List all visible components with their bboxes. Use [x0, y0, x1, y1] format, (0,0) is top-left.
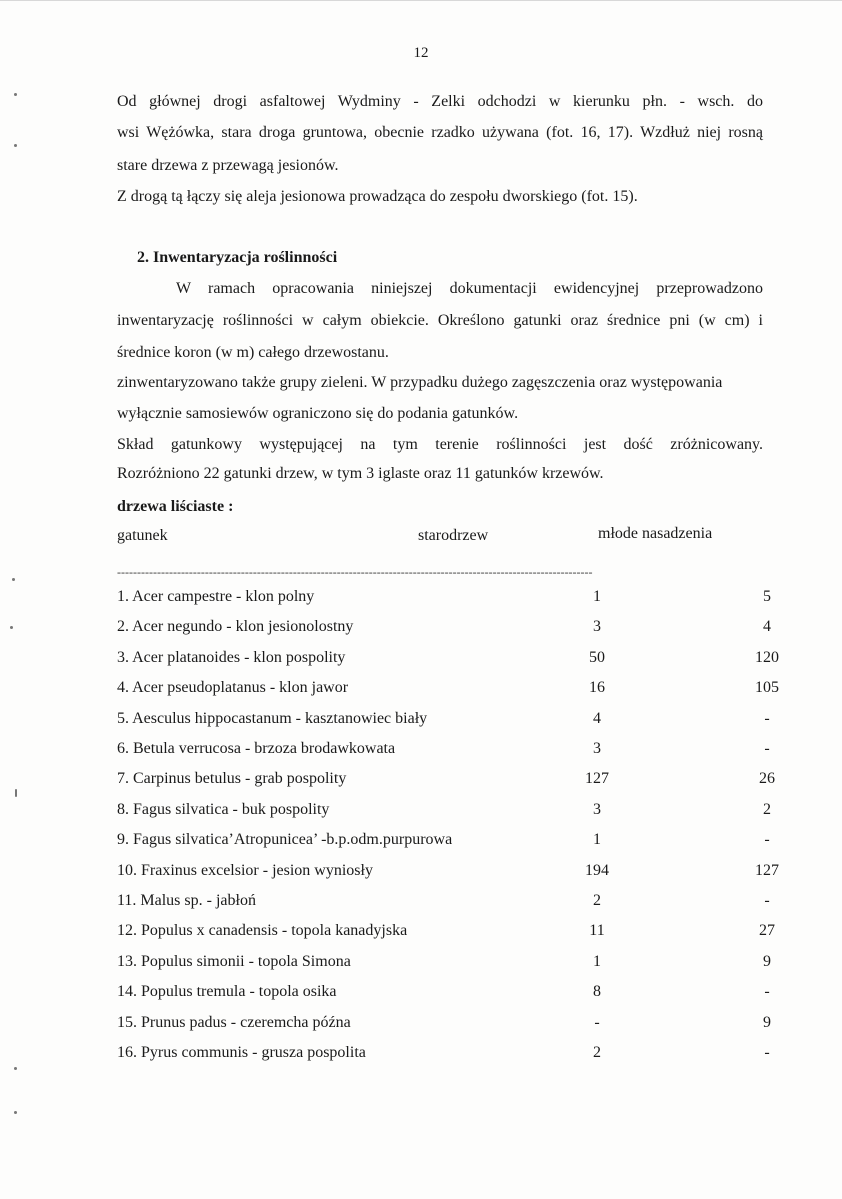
intro-line-1: Od głównej drogi asfaltowej Wydminy - Zelki odchodzi w kierunku płn. - wsch. do — [117, 93, 763, 110]
old-tree-count: - — [594, 1013, 600, 1031]
section-line-7: Rozróżniono 22 gatunki drzew, w tym 3 iglaste oraz 11 gatunków krzewów. — [117, 465, 604, 482]
species-name: 13. Populus simonii - topola Simona — [117, 952, 351, 970]
species-name: 6. Betula verrucosa - brzoza brodawkowata — [117, 740, 396, 757]
species-name: 9. Fagus silvatica’Atropunicea’ -b.p.odm.purpurowa — [117, 831, 453, 849]
scan-speck — [14, 1111, 17, 1114]
page-number: 12 — [413, 45, 429, 61]
header-species: gatunek — [117, 527, 168, 544]
old-tree-count: 194 — [585, 861, 609, 879]
table-row — [117, 952, 771, 975]
old-tree-count: 1 — [593, 952, 601, 970]
species-name: 3. Acer platanoides - klon pospolity — [117, 648, 346, 666]
old-tree-count: 8 — [593, 983, 601, 1001]
table-row — [117, 588, 771, 610]
young-planting-count: 120 — [755, 648, 779, 666]
section-line-4: zinwentaryzowano także grupy zieleni. W przypadku dużego zagęszczenia oraz występowania — [117, 374, 723, 391]
section-line-5: wyłącznie samosiewów ograniczono się do podania gatunków. — [117, 405, 519, 422]
young-planting-count: 9 — [763, 1013, 771, 1031]
species-name: 12. Populus x canadensis - topola kanadyjska — [117, 922, 408, 940]
old-tree-count: 3 — [593, 740, 601, 757]
table-row — [117, 800, 771, 823]
old-tree-count: 1 — [593, 588, 601, 605]
young-planting-count: 27 — [759, 922, 775, 940]
old-tree-count: 2 — [593, 1044, 601, 1061]
header-old-trees: starodrzew — [418, 527, 489, 544]
young-planting-count: 127 — [755, 861, 779, 879]
young-planting-count: 5 — [763, 588, 771, 605]
species-name: 4. Acer pseudoplatanus - klon jawor — [117, 679, 349, 697]
table-row — [117, 740, 770, 762]
young-planting-count: - — [764, 740, 770, 757]
table-row — [117, 1013, 771, 1036]
table-row — [117, 983, 770, 1005]
young-planting-count: - — [764, 831, 770, 849]
young-planting-count: - — [764, 892, 770, 909]
table-row — [117, 892, 770, 914]
species-name: 1. Acer campestre - klon polny — [117, 588, 315, 605]
species-name: 11. Malus sp. - jabłoń — [117, 892, 256, 909]
intro-line-3: stare drzewa z przewagą jesionów. — [117, 157, 339, 174]
old-tree-count: 127 — [585, 770, 609, 788]
species-name: 2. Acer negundo - klon jesionolostny — [117, 618, 354, 636]
header-young-plantings: młode nasadzenia — [598, 525, 713, 542]
old-tree-count: 16 — [589, 679, 605, 697]
section-line-3: średnice koron (w m) całego drzewostanu. — [117, 344, 389, 361]
old-tree-count: 11 — [589, 922, 605, 940]
section-line-2: inwentaryzację roślinności w całym obiekcie. Określono gatunki oraz średnice pni (w cm) i — [117, 312, 763, 329]
species-name: 5. Aesculus hippocastanum - kasztanowiec biały — [117, 709, 428, 727]
old-tree-count: 1 — [593, 831, 601, 849]
scan-speck — [12, 578, 15, 581]
table-row — [117, 861, 779, 884]
scan-speck — [15, 789, 17, 797]
section-line-1: W ramach opracowania niniejszej dokumentacji ewidencyjnej przeprowadzono — [176, 280, 763, 297]
species-name: 7. Carpinus betulus - grab pospolity — [117, 770, 347, 788]
young-planting-count: 105 — [755, 679, 779, 697]
old-tree-count: 4 — [593, 709, 601, 727]
table-row — [117, 1044, 770, 1066]
table-row — [117, 618, 771, 640]
scan-speck — [14, 144, 17, 147]
species-name: 14. Populus tremula - topola osika — [117, 983, 337, 1001]
species-name: 15. Prunus padus - czeremcha późna — [117, 1013, 351, 1031]
table-row — [117, 922, 775, 944]
scan-speck — [14, 93, 17, 96]
table-subheading: drzewa liściaste : — [117, 498, 234, 515]
species-name: 16. Pyrus communis - grusza pospolita — [117, 1044, 366, 1061]
young-planting-count: - — [764, 709, 770, 727]
intro-line-2: wsi Wężówka, stara droga gruntowa, obecnie rzadko używana (fot. 16, 17). Wzdłuż niej rosną — [117, 124, 763, 141]
scan-speck — [10, 626, 13, 629]
young-planting-count: - — [764, 1044, 770, 1061]
table-row — [117, 709, 770, 732]
scan-speck — [14, 1067, 17, 1070]
young-planting-count: 4 — [763, 618, 771, 636]
young-planting-count: - — [764, 983, 770, 1001]
young-planting-count: 2 — [763, 800, 771, 818]
table-row — [117, 831, 770, 853]
young-planting-count: 9 — [763, 952, 771, 970]
old-tree-count: 3 — [593, 800, 601, 818]
table-divider: ----------------------------------------------------------------------------------------------------------------------- — [117, 565, 593, 579]
young-planting-count: 26 — [759, 770, 775, 788]
intro-line-4: Z drogą tą łączy się aleja jesionowa prowadząca do zespołu dworskiego (fot. 15). — [117, 188, 638, 205]
section-line-6: Skład gatunkowy występującej na tym terenie roślinności jest dość zróżnicowany. — [117, 436, 763, 453]
table-row — [117, 770, 775, 792]
species-name: 10. Fraxinus excelsior - jesion wyniosły — [117, 861, 373, 879]
section-heading: 2. Inwentaryzacja roślinności — [137, 249, 338, 266]
table-row — [117, 679, 779, 701]
old-tree-count: 2 — [593, 892, 601, 909]
old-tree-count: 50 — [589, 648, 605, 666]
species-name: 8. Fagus silvatica - buk pospolity — [117, 800, 330, 818]
table-row — [117, 648, 779, 671]
old-tree-count: 3 — [593, 618, 601, 636]
